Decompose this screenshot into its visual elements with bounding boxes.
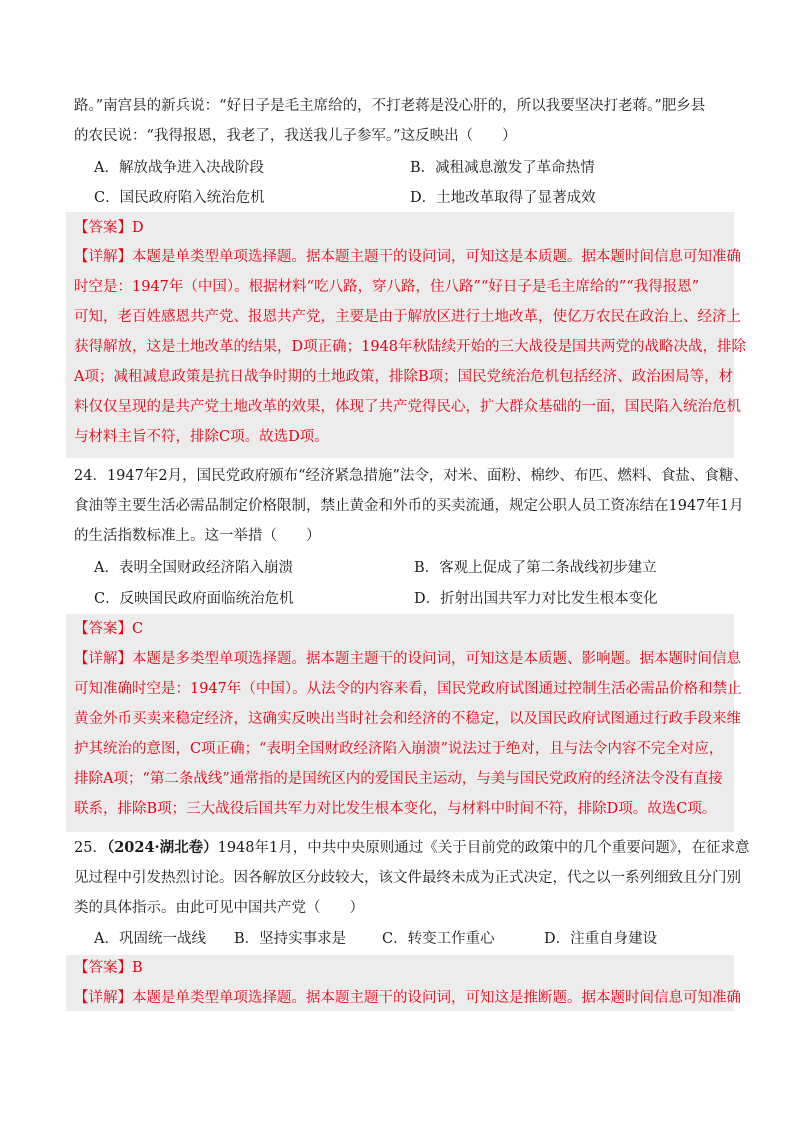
q25-option-b[interactable]: B．坚持实事求是 xyxy=(234,931,347,947)
q25-stem-line-1 xyxy=(74,838,749,858)
q25-number: 25． xyxy=(74,840,107,856)
q23-option-b[interactable]: B．减租减息激发了革命热情 xyxy=(410,160,595,176)
q25-detail-line-1: 【详解】本题是单类型单项选择题。据本题主题干的设问词，可知这是推断题。据本题时间信息可知准确 xyxy=(74,990,741,1006)
q25-option-c[interactable]: C．转变工作重心 xyxy=(382,931,495,947)
q24-answer: 【答案】C xyxy=(74,621,144,637)
q23-detail-line-4: 获得解放，这是土地改革的结果，D项正确；1948年秋陆续开始的三大战役是国共两党的战略决战，排除 xyxy=(74,339,747,355)
q23-detail-line-5: A项；减租减息政策是抗日战争时期的土地政策，排除B项；国民党统治危机包括经济、政治困局等，材 xyxy=(74,369,734,385)
q25-stem-line-3: 类的具体指示。由此可见中国共产党（ ） xyxy=(74,900,364,916)
q23-detail-line-6: 料仅仅呈现的是共产党土地改革的效果，体现了共产党得民心，扩大群众基础的一面，国民陷入统治危机 xyxy=(74,399,741,415)
q24-detail-line-3: 黄金外币买卖来稳定经济，这确实反映出当时社会和经济的不稳定，以及国民政府试图通过行政手段来维 xyxy=(74,711,741,727)
q24-stem-line-2: 食油等主要生活必需品制定价格限制，禁止黄金和外币的买卖流通，规定公职人员工资冻结在1947年1月 xyxy=(74,498,744,514)
q25-stem-first: 1948年1月，中共中央原则通过《关于目前党的政策中的几个重要问题》，在征求意 xyxy=(217,840,750,856)
q25-source: （2024·湖北卷） xyxy=(106,839,218,856)
q23-stem-line-2: 的农民说：“我得报恩，我老了，我送我儿子参军。”这反映出（ ） xyxy=(74,128,517,144)
q24-option-b[interactable]: B．客观上促成了第二条战线初步建立 xyxy=(414,560,657,576)
q23-option-c[interactable]: C．国民政府陷入统治危机 xyxy=(94,190,265,206)
q24-option-a[interactable]: A．表明全国财政经济陷入崩溃 xyxy=(94,560,293,576)
q25-stem-line-2: 见过程中引发热烈讨论。因各解放区分歧较大，该文件最终未成为正式决定，代之以一系列细致且分门别 xyxy=(74,870,741,886)
q24-detail-line-1: 【详解】本题是多类型单项选择题。据本题主题干的设问词，可知这是本质题、影响题。据本题时间信息 xyxy=(74,651,741,667)
q25-answer: 【答案】B xyxy=(74,960,143,976)
q25-option-d[interactable]: D．注重自身建设 xyxy=(544,931,658,947)
q24-option-c[interactable]: C．反映国民政府面临统治危机 xyxy=(94,591,294,607)
q24-stem-line-1: 24．1947年2月，国民党政府颁布“经济紧急措施”法令，对米、面粉、棉纱、布匹、燃料、食盐、食糖、 xyxy=(74,468,748,484)
q23-detail-line-7: 与材料主旨不符，排除C项。故选D项。 xyxy=(74,429,329,445)
q23-option-a[interactable]: A．解放战争进入决战阶段 xyxy=(94,160,264,176)
q24-detail-line-4: 护其统治的意图，C项正确；“表明全国财政经济陷入崩溃”说法过于绝对，且与法令内容不完全对应， xyxy=(74,741,724,757)
q23-option-d[interactable]: D．土地改革取得了显著成效 xyxy=(410,190,596,206)
q23-stem-line-1: 路。”南宫县的新兵说：“好日子是毛主席给的，不打老蒋是没心肝的，所以我要坚决打老蒋。”肥乡县 xyxy=(74,98,706,114)
q23-detail-line-3: 可知，老百姓感恩共产党、报恩共产党，主要是由于解放区进行土地改革，使亿万农民在政治上、经济上 xyxy=(74,309,741,325)
q23-detail-line-2: 时空是：1947年（中国）。根据材料“吃八路，穿八路，住八路”“好日子是毛主席给的”“我得报恩” xyxy=(74,279,700,295)
q24-detail-line-2: 可知准确时空是：1947年（中国）。从法令的内容来看，国民党政府试图通过控制生活必需品价格和禁止 xyxy=(74,681,742,697)
q25-option-a[interactable]: A．巩固统一战线 xyxy=(94,931,206,947)
q24-option-d[interactable]: D．折射出国共军力对比发生根本变化 xyxy=(414,591,658,607)
q24-stem-line-3: 的生活指数标准上。这一举措（ ） xyxy=(74,528,321,544)
q24-detail-line-6: 联系，排除B项；三大战役后国共军力对比发生根本变化，与材料中时间不符，排除D项。故选C项。 xyxy=(74,801,717,817)
q24-detail-line-5: 排除A项；“第二条战线”通常指的是国统区内的爱国民主运动，与美与国民党政府的经济法令没有直接 xyxy=(74,771,723,787)
q23-answer: 【答案】D xyxy=(74,220,144,236)
q23-detail-line-1: 【详解】本题是单类型单项选择题。据本题主题干的设问词，可知这是本质题。据本题时间信息可知准确 xyxy=(74,249,741,265)
